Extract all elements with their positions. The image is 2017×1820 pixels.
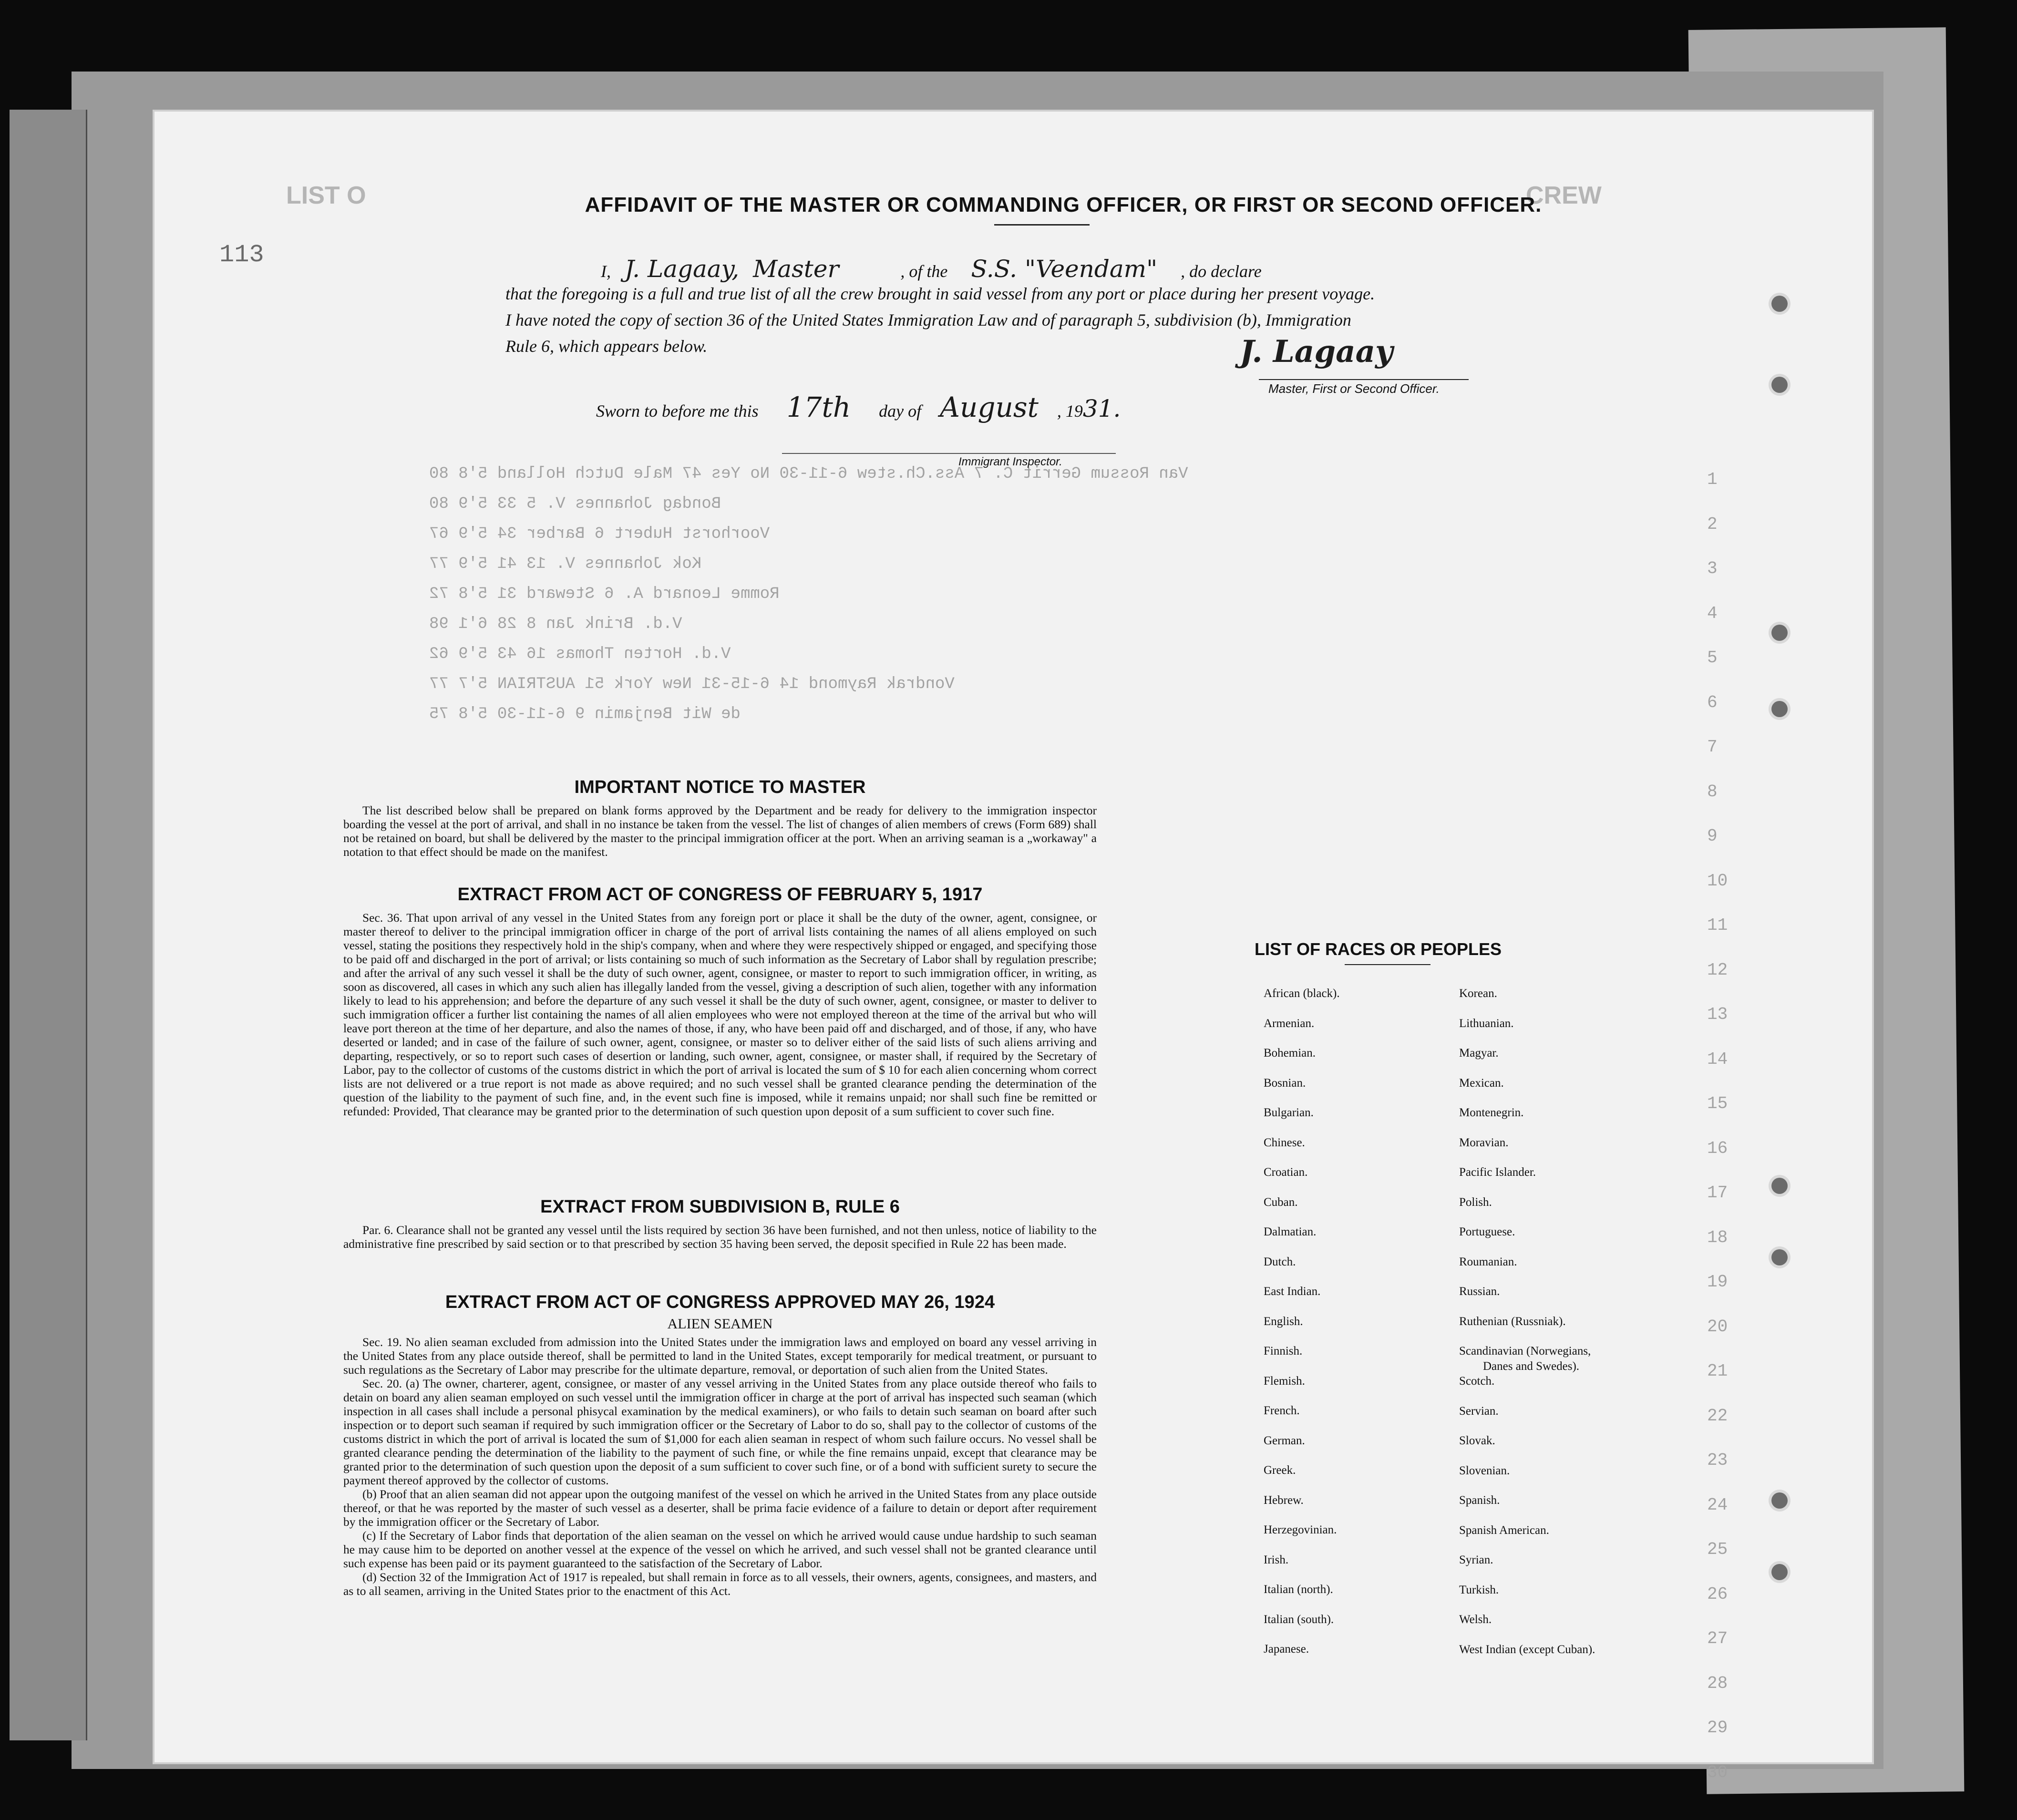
race-item: Roumanian. xyxy=(1459,1255,1517,1268)
race-item: Magyar. xyxy=(1459,1047,1499,1059)
race-item: Greek. xyxy=(1264,1464,1296,1477)
ghost-crew-row: Romme Leonard A. 6 Steward 31 5'8 72 xyxy=(429,585,780,603)
ghost-row-number: 14 xyxy=(1707,1049,1728,1069)
ghost-row-number: 2 xyxy=(1707,514,1718,534)
ghost-row-number: 7 xyxy=(1707,737,1718,757)
ghost-row-number: 5 xyxy=(1707,648,1718,668)
race-item: Italian (north). xyxy=(1264,1583,1333,1596)
race-item: Bohemian. xyxy=(1264,1047,1316,1059)
ghost-row-number: 23 xyxy=(1707,1450,1728,1470)
race-item: Irish. xyxy=(1264,1553,1289,1566)
race-item: African (black). xyxy=(1264,987,1340,1000)
ghost-row-number: 28 xyxy=(1707,1673,1728,1693)
ghost-crew-row: de Wit Benjamin 9 6-11-30 5'8 75 xyxy=(429,705,741,723)
race-item: Herzegovinian. xyxy=(1264,1523,1337,1536)
race-item: Croatian. xyxy=(1264,1166,1308,1179)
race-item: Ruthenian (Russniak). xyxy=(1459,1315,1566,1328)
affidavit-line-4: Rule 6, which appears below. xyxy=(505,337,708,356)
notice-title: IMPORTANT NOTICE TO MASTER xyxy=(574,777,866,797)
race-item: English. xyxy=(1264,1315,1303,1328)
ghost-row-number: 1 xyxy=(1707,470,1718,489)
race-item: Danes and Swedes). xyxy=(1483,1360,1580,1373)
sworn-month: August xyxy=(940,391,1039,423)
race-item: Scotch. xyxy=(1459,1375,1495,1388)
race-item: Lithuanian. xyxy=(1459,1017,1514,1030)
ghost-row-number: 13 xyxy=(1707,1005,1728,1024)
race-item: Servian. xyxy=(1459,1404,1499,1418)
inspector-rule xyxy=(782,453,1116,454)
sworn-day: 17th xyxy=(786,391,851,423)
race-item: Cuban. xyxy=(1264,1195,1298,1209)
ghost-crew-row: V.d. Brink Jan 8 28 6'1 98 xyxy=(429,615,682,633)
extract-1917-text: Sec. 36. That upon arrival of any vessel in the United States from any foreign port or place it shall be the duty of the owner, agent, consignee, or master thereof to deliver to the principal immigration officer in charge of the port of arrival lists containing the names of all aliens employed on such vessel, stating the positions they respectively hold in the ship's company, when and where they were respectively shipped or engaged, and specifying those to be paid off and discharged in the port of arrival; or lists containing so much of such information as the Secretary of Labor shall by regulation prescribe; and after the arrival of any such vessel it shall be the duty of such owner, agent, consignee, or master to report to such immigration officer, in writing, as soon as discovered, all cases in which any such alien has illegally landed from the vessel, giving a description of such alien, together with any information likely to lead to his apprehension; and before the departure of any such vessel it shall be the duty of such owner, agent, consignee, or master to deliver to such immigration officer a further list containing the names of all alien employees who were not employed thereon at the time of the arrival but who will leave port thereon at the time of her departure, and also the names of those, if any, who have been paid off and discharged, and of those, if any, who have deserted or landed; and in case of the failure of such owner, agent, consignee, or master so to deliver either of the said lists of such aliens arriving and departing, respectively, or so to report such cases of desertion or landing, such owner, agent, consignee, or master shall, if required by the Secretary of Labor, pay to the collector of customs of the customs district in which the port of arrival is located the sum of $ 10 for each alien concerning whom correct lists are not delivered or a true report is not made as above required; and no such vessel shall be granted clearance pending the determination of the question of the liability to the payment of such fine, and, in the event such fine is imposed, while it remains unpaid; nor shall such fine be remitted or refunded: Provided, That clearance may be granted prior to the determination of such question upon deposit of a sum sufficient to cover such fine. xyxy=(343,911,1097,1118)
ghost-row-number: 15 xyxy=(1707,1094,1728,1113)
ghost-row-number: 11 xyxy=(1707,915,1728,935)
race-item: East Indian. xyxy=(1264,1285,1321,1298)
ghost-row-number: 27 xyxy=(1707,1629,1728,1648)
signature-label: Master, First or Second Officer. xyxy=(1268,381,1440,396)
ghost-row-number: 16 xyxy=(1707,1138,1728,1158)
race-item: Flemish. xyxy=(1264,1374,1305,1388)
race-item: Russian. xyxy=(1459,1285,1500,1298)
master-rank: Master xyxy=(753,255,839,283)
page-number: 113 xyxy=(219,241,264,269)
punch-hole xyxy=(1771,625,1788,641)
race-item: Japanese. xyxy=(1264,1643,1309,1655)
race-item: Montenegrin. xyxy=(1459,1106,1524,1119)
race-item: Korean. xyxy=(1459,987,1497,1000)
race-item: Bulgarian. xyxy=(1264,1106,1314,1119)
affidavit-line-1: I, J. Lagaay, Master , of the S.S. "Veendam" , do declare xyxy=(601,255,1262,283)
signature-rule xyxy=(1259,379,1469,380)
races-title: LIST OF RACES OR PEOPLES xyxy=(1254,939,1502,959)
race-item: Spanish American. xyxy=(1459,1523,1549,1537)
ghost-row-number: 22 xyxy=(1707,1406,1728,1426)
race-item: Dutch. xyxy=(1264,1255,1296,1268)
ghost-row-number: 8 xyxy=(1707,781,1718,802)
ghost-row-number: 30 xyxy=(1707,1762,1728,1782)
extract-1924-text: Sec. 19. No alien seaman excluded from admission into the United States under the immigration laws and employed on board any vessel arriving in the United States from any place outside thereof, shall be permitted to land in the United States, except temporarily for medical treatment, or pursuant to such regulations as the Secretary of Labor may prescribe for the ultimate departure, removal, or deportation of such alien from the United States. Sec. 20. (a) The owner, charterer, agent, consignee, or master of any vessel arriving in the United States from any place outside thereof who fails to detain on board any alien seaman employed on such vessel until the immigration officer in charge at the port of arrival has inspected such seaman (which inspection in all cases shall include a personal phisycal examination by the medical examiners), or who fails to detain such seaman on board after such inspection or to deport such seaman if required by such immigration officer or the Secretary of Labor to do so, shall pay to the collector of customs of the customs district in which the port of arrival is located the sum of $1,000 for each alien seaman in respect of whom such failure occurs. No vessel shall be granted clearance pending the determination of the liability to the payment of such fine, or while the fine remains unpaid, except that clearance may be granted prior to the determination of such question upon the deposit of a sum sufficient to cover such fine, or of a bond with sufficient surety to secure the payment thereof approved by the collector of customs. (b) Proof that an alien seaman did not appear upon the outgoing manifest of the vessel on which he arrived in the United States from any place outside thereof, or that he was reported by the master of such vessel as a deserter, shall be prima facie evidence of a failure to detain or deport after requirement by the immigration officer or the Secretary of Labor. (c) If the Secretary of Labor finds that deportation of the alien seaman on the vessel on which he arrived would cause undue hardship to such seaman he may cause him to be deported on another vessel at the expence of the vessel on which he arrived, and such vessel shall not be granted clearance until such expense has been paid or its payment guaranteed to the satisfaction of the Secretary of Labor. (d) Section 32 of the Immigration Act of 1917 is repealed, but shall remain in force as to all vessels, their owners, agents, consignees, and masters, and as to all seamen, arriving in the United States prior to the enactment of this Act. xyxy=(343,1335,1097,1598)
ghost-row-number: 24 xyxy=(1707,1495,1728,1515)
ghost-row-number: 29 xyxy=(1707,1718,1728,1738)
ghost-row-number: 25 xyxy=(1707,1540,1728,1559)
ghost-crew-row: Kok Johannes V. 13 41 5'9 77 xyxy=(429,555,702,573)
affidavit-line-3: I have noted the copy of section 36 of the United States Immigration Law and of paragraph 5, subdivision (b), Immigration xyxy=(505,310,1351,329)
race-item: Armenian. xyxy=(1264,1017,1315,1030)
ghost-row-number: 12 xyxy=(1707,960,1728,980)
sworn-year: 31. xyxy=(1082,395,1121,422)
race-item: Moravian. xyxy=(1459,1136,1509,1149)
race-item: French. xyxy=(1264,1404,1300,1417)
ghost-header-right: LIST O xyxy=(286,182,366,209)
ghost-row-number: 10 xyxy=(1707,871,1728,891)
ghost-row-number: 20 xyxy=(1707,1316,1728,1337)
race-item: Syrian. xyxy=(1459,1553,1493,1566)
ghost-crew-row: Voorhorst Hubert 6 Barber 34 5'9 67 xyxy=(429,525,770,543)
extract-rule6-title: EXTRACT FROM SUBDIVISION B, RULE 6 xyxy=(540,1197,900,1217)
ghost-row-number: 18 xyxy=(1707,1227,1728,1247)
document-page xyxy=(153,110,1874,1782)
race-item: Mexican. xyxy=(1459,1076,1504,1090)
extract-1917-title: EXTRACT FROM ACT OF CONGRESS OF FEBRUARY 5, 1917 xyxy=(457,884,983,905)
master-name: J. Lagaay, xyxy=(625,255,740,283)
ghost-crew-row: Van Rossum Gerrit C. 7 Ass.Ch.stew 6-11-30 No Yes 47 Male Dutch Holland 5'8 80 xyxy=(429,465,1188,483)
ghost-row-number: 6 xyxy=(1707,692,1718,712)
race-item: Bosnian. xyxy=(1264,1076,1306,1090)
punch-hole xyxy=(1771,1564,1788,1580)
vessel-name: S.S. "Veendam" xyxy=(971,255,1158,283)
races-rule xyxy=(1345,964,1430,965)
punch-hole xyxy=(1771,1178,1788,1194)
race-item: West Indian (except Cuban). xyxy=(1459,1643,1595,1656)
race-item: Polish. xyxy=(1459,1195,1492,1209)
ghost-header-left: CREW xyxy=(1526,182,1602,209)
ghost-crew-row: Bondag Johannes V. 5 33 5'9 80 xyxy=(429,495,721,513)
race-item: Welsh. xyxy=(1459,1613,1492,1626)
punch-hole xyxy=(1771,1492,1788,1509)
race-item: Spanish. xyxy=(1459,1494,1500,1507)
master-signature: J. Lagaay xyxy=(1240,334,1393,370)
extract-rule6-text: Par. 6. Clearance shall not be granted any vessel until the lists required by section 36 have been furnished, and not then unless, notice of liability to the administrative fine prescribed by said section or to that prescribed by section 35 having been served, the deposit specified in Rule 22 has been made. xyxy=(343,1223,1097,1251)
ghost-row-number: 3 xyxy=(1707,559,1718,578)
race-item: Dalmatian. xyxy=(1264,1225,1317,1238)
extract-1924-subtitle: ALIEN SEAMEN xyxy=(667,1316,773,1332)
ghost-row-number: 17 xyxy=(1707,1183,1728,1203)
inspector-label: Immigrant Inspector. xyxy=(958,455,1062,468)
race-item: Finnish. xyxy=(1264,1345,1303,1357)
race-item: German. xyxy=(1264,1434,1305,1447)
race-item: Pacific Islander. xyxy=(1459,1166,1536,1179)
punch-hole xyxy=(1771,377,1788,393)
affidavit-title: AFFIDAVIT OF THE MASTER OR COMMANDING OFFICER, OR FIRST OR SECOND OFFICER. xyxy=(585,193,1542,216)
ghost-row-number: 21 xyxy=(1707,1361,1728,1381)
affidavit-line-2: that the foregoing is a full and true list of all the crew brought in said vessel from any port or place during her present voyage. xyxy=(505,284,1375,303)
ghost-row-number: 26 xyxy=(1707,1584,1728,1604)
race-item: Italian (south). xyxy=(1264,1613,1334,1626)
extract-1924-title: EXTRACT FROM ACT OF CONGRESS APPROVED MAY 26, 1924 xyxy=(445,1292,995,1312)
race-item: Chinese. xyxy=(1264,1136,1305,1149)
race-item: Turkish. xyxy=(1459,1583,1499,1596)
ghost-crew-row: V.d. Horten Thomas 16 43 5'9 62 xyxy=(429,645,731,663)
punch-hole xyxy=(1771,296,1788,312)
race-item: Hebrew. xyxy=(1264,1493,1304,1507)
ghost-crew-row: Vondrak Raymond 14 6-15-31 New York 51 AUSTRIAN 5'7 77 xyxy=(429,675,955,693)
title-rule xyxy=(994,224,1090,226)
binder-edge xyxy=(10,110,87,1740)
race-item: Scandinavian (Norwegians, xyxy=(1459,1345,1591,1357)
notice-text: The list described below shall be prepared on blank forms approved by the Department and be ready for delivery to the immigration inspector boarding the vessel at the port of arrival, and shall in no instance be taken from the vessel. The list of changes of alien members of crews (Form 689) shall not be retained on board, but shall be delivered by the master to the principal immigration officer at the port. When an arriving seaman is a „workaway" a notation to that effect should be made on the manifest. xyxy=(343,803,1097,859)
race-item: Slovak. xyxy=(1459,1434,1495,1447)
sworn-line: Sworn to before me this 17th day of August , 1931. xyxy=(596,391,1121,423)
race-item: Slovenian. xyxy=(1459,1464,1510,1477)
ghost-row-number: 9 xyxy=(1707,826,1718,846)
race-item: Portuguese. xyxy=(1459,1225,1515,1238)
ghost-row-number: 19 xyxy=(1707,1272,1728,1292)
ghost-row-number: 4 xyxy=(1707,603,1718,623)
punch-hole xyxy=(1771,1249,1788,1265)
punch-hole xyxy=(1771,701,1788,717)
